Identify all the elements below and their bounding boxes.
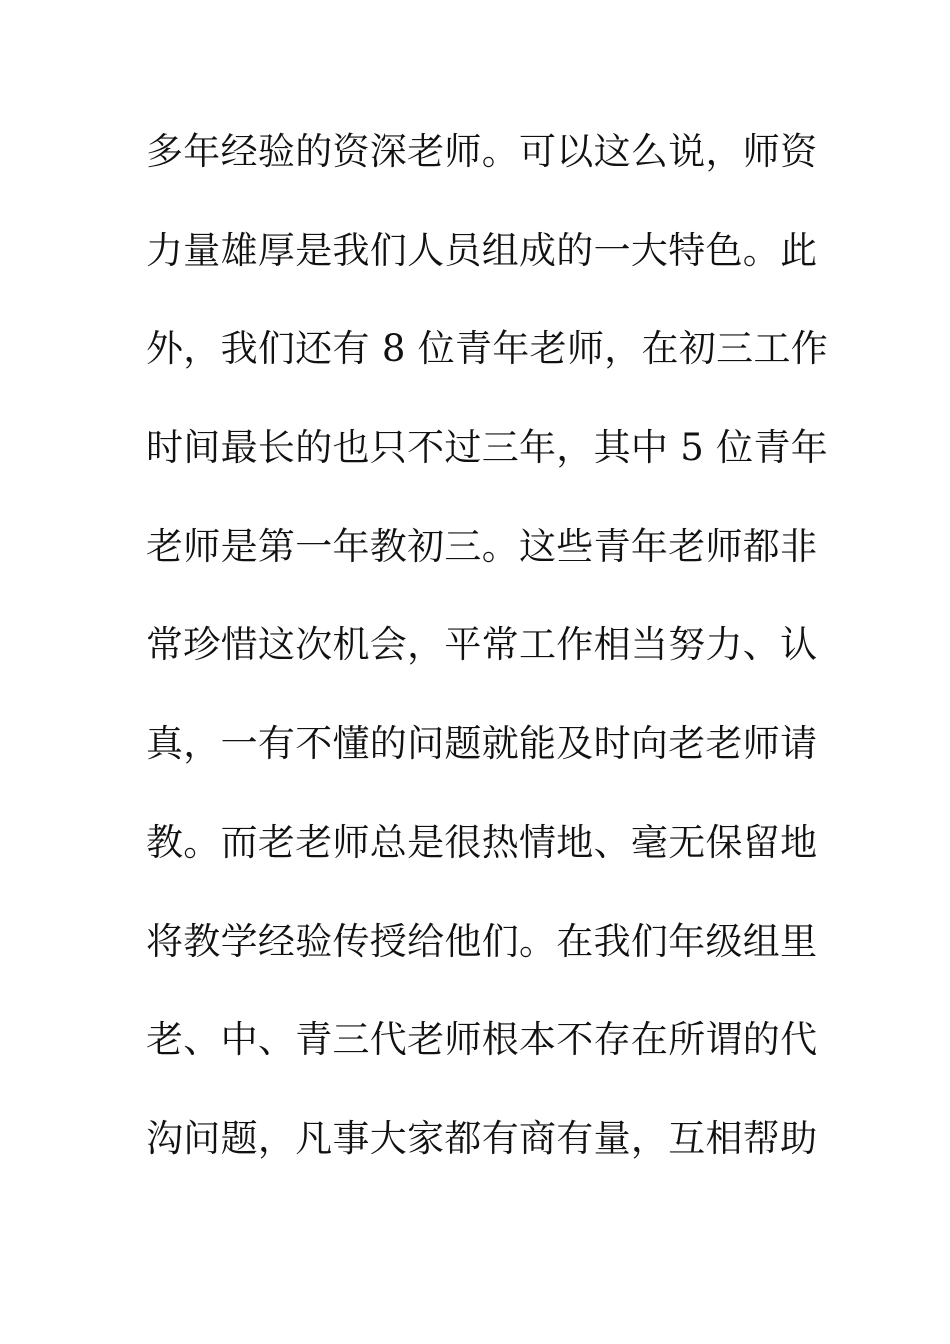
text-line: 时间最长的也只不过三年，其中 5 位青年 xyxy=(146,426,829,470)
body-text xyxy=(146,120,829,1206)
text-line: 力量雄厚是我们人员组成的一大特色。此 xyxy=(146,228,818,272)
text-line: 外，我们还有 8 位青年老师，在初三工作 xyxy=(146,327,829,371)
text-line: 将教学经验传授给他们。在我们年级组里 xyxy=(146,919,818,963)
text-line: 多年经验的资深老师。可以这么说，师资 xyxy=(146,130,818,173)
text-line: 常珍惜这次机会，平常工作相当努力、认 xyxy=(146,623,818,667)
text-line: 真，一有不懂的问题就能及时向老老师请 xyxy=(146,722,818,766)
text-line: 老、中、青三代老师根本不存在所谓的代 xyxy=(146,1018,818,1062)
text-line: 老师是第一年教初三。这些青年老师都非 xyxy=(146,524,818,568)
text-line: 沟问题，凡事大家都有商有量，互相帮助 xyxy=(146,1116,818,1160)
text-line: 教。而老老师总是很热情地、毫无保留地 xyxy=(146,820,818,864)
